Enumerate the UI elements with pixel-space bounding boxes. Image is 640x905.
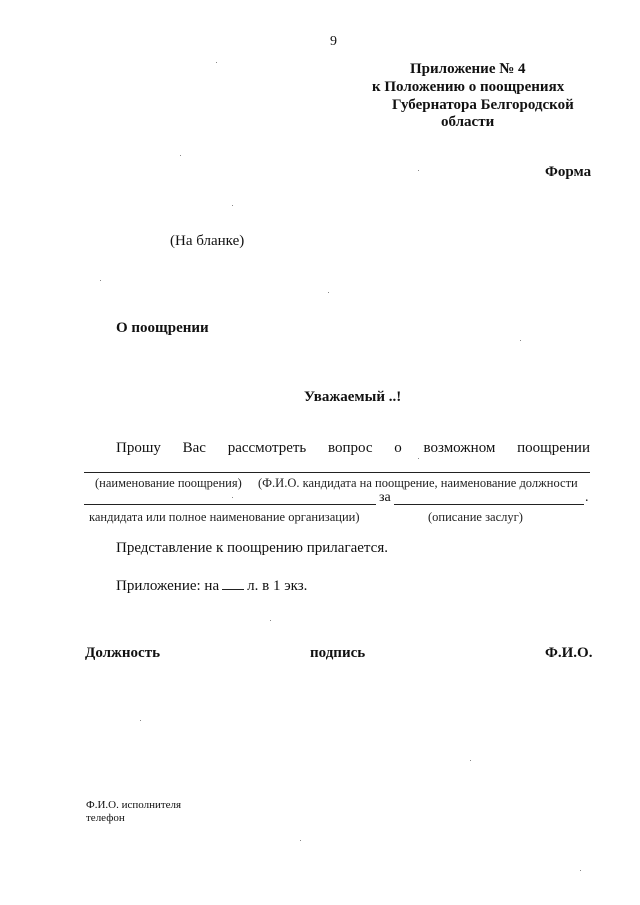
caption-award-name: (наименование поощрения) — [95, 476, 242, 490]
scan-speck — [418, 458, 419, 459]
fill-line-award — [84, 472, 590, 473]
appendix-title: Приложение № 4 — [410, 61, 526, 77]
sentence-period: . — [585, 490, 589, 505]
appendix-suffix: л. в 1 экз. — [247, 578, 308, 594]
request-word: рассмотреть — [227, 440, 307, 456]
scan-speck — [270, 620, 271, 621]
request-word: возможном — [423, 440, 496, 456]
appendix-line-3: Губернатора Белгородской — [392, 97, 574, 113]
request-word: Прошу — [116, 440, 161, 456]
scan-speck — [470, 760, 471, 761]
fill-line-candidate — [84, 504, 376, 505]
caption-candidate-cont: кандидата или полное наименование организации) — [89, 510, 360, 524]
request-sentence — [116, 440, 590, 457]
caption-merits: (описание заслуг) — [428, 510, 523, 524]
scan-speck — [328, 292, 329, 293]
scan-speck — [216, 62, 217, 63]
document-subject: О поощрении — [116, 320, 209, 336]
request-word: вопрос — [327, 440, 373, 456]
appendix-prefix: Приложение: на — [116, 578, 220, 594]
scan-speck — [100, 280, 101, 281]
page-number: 9 — [330, 34, 337, 49]
scan-speck — [300, 840, 301, 841]
request-word: Вас — [182, 440, 206, 456]
caption-candidate: (Ф.И.О. кандидата на поощрение, наименование должности — [258, 476, 578, 490]
appendix-count-line — [116, 575, 307, 595]
sheets-blank — [222, 575, 244, 590]
scan-speck — [232, 205, 233, 206]
attachment-statement: Представление к поощрению прилагается. — [116, 540, 388, 556]
appendix-line-4: области — [441, 114, 495, 130]
scan-speck — [140, 720, 141, 721]
executor-phone: телефон — [86, 812, 125, 824]
za-word: за — [379, 490, 391, 505]
signature-position: Должность — [85, 645, 161, 661]
scan-speck — [232, 497, 233, 498]
letterhead-note: (На бланке) — [170, 233, 245, 249]
scan-speck — [520, 340, 521, 341]
greeting: Уважаемый ..! — [304, 389, 402, 405]
signature-fio: Ф.И.О. — [545, 645, 593, 661]
scan-speck — [180, 155, 181, 156]
scan-speck — [580, 870, 581, 871]
request-word: поощрении — [517, 440, 590, 456]
scan-speck — [418, 170, 419, 171]
form-label: Форма — [545, 164, 592, 180]
executor-name: Ф.И.О. исполнителя — [86, 799, 182, 811]
fill-line-merits — [394, 504, 584, 505]
signature-sign: подпись — [310, 645, 366, 661]
appendix-line-2: к Положению о поощрениях — [372, 79, 565, 95]
request-word: о — [394, 440, 402, 456]
